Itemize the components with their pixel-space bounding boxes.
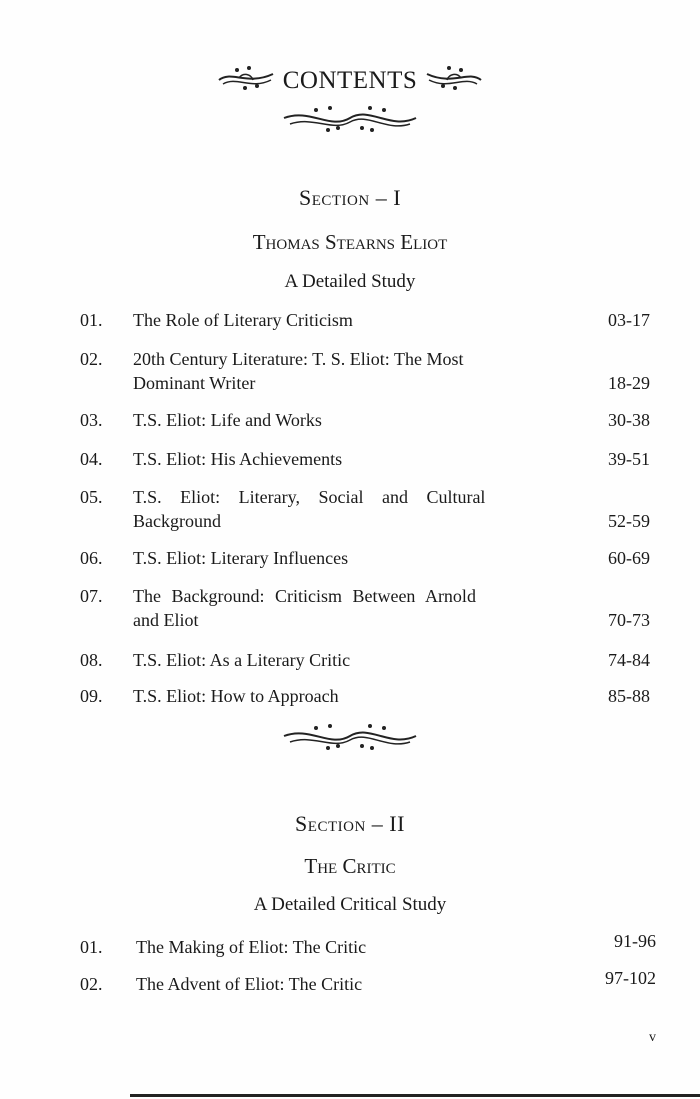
ornament-left-icon [217, 64, 275, 97]
ornament-right-icon [425, 64, 483, 97]
section-2-heading: Section – II [295, 811, 405, 836]
page-edge-shadow [130, 1094, 700, 1097]
contents-title: CONTENTS [282, 66, 418, 94]
contents-header [0, 64, 700, 97]
book-page: CONTENTS Section – I Thomas Stearns Eliot A Detailed Study 01. The Role of Literary Criticism 03-17 02. 20th Century Literature: T. S. Eliot: The Most Dominant Writer 18-29 03. T.S. Eliot: Life and Works 30-38 04. T.S. Eliot: His Achievements 39-51 05. T.S. Eliot: Literary, Social and Cultural Background 52-59 06. T.S. Eliot: Literary Influences 60-69 07. The Background: Criticism Between Arnold and Eliot 70-73 08. T.S. Eliot: As a Literary Critic 74-84 09. T.S. Eliot: How to Approach 85-88 Section – II The Critic A Detailed Critical Study 01. The Making of Eliot: The Critic 91-96 02. The Advent of Eliot: The Critic 97-102 v [0, 0, 700, 1099]
section-1-subject: Thomas Stearns Eliot [252, 230, 448, 254]
section-1-description: A Detailed Study [284, 271, 416, 292]
ornament-divider-icon [0, 722, 700, 757]
section-1-heading: Section – I [298, 185, 402, 210]
page-folio: v [649, 1030, 656, 1045]
ornament-divider-icon [0, 104, 700, 139]
section-2-description: A Detailed Critical Study [253, 894, 447, 915]
section-2-subject: The Critic [304, 854, 396, 878]
